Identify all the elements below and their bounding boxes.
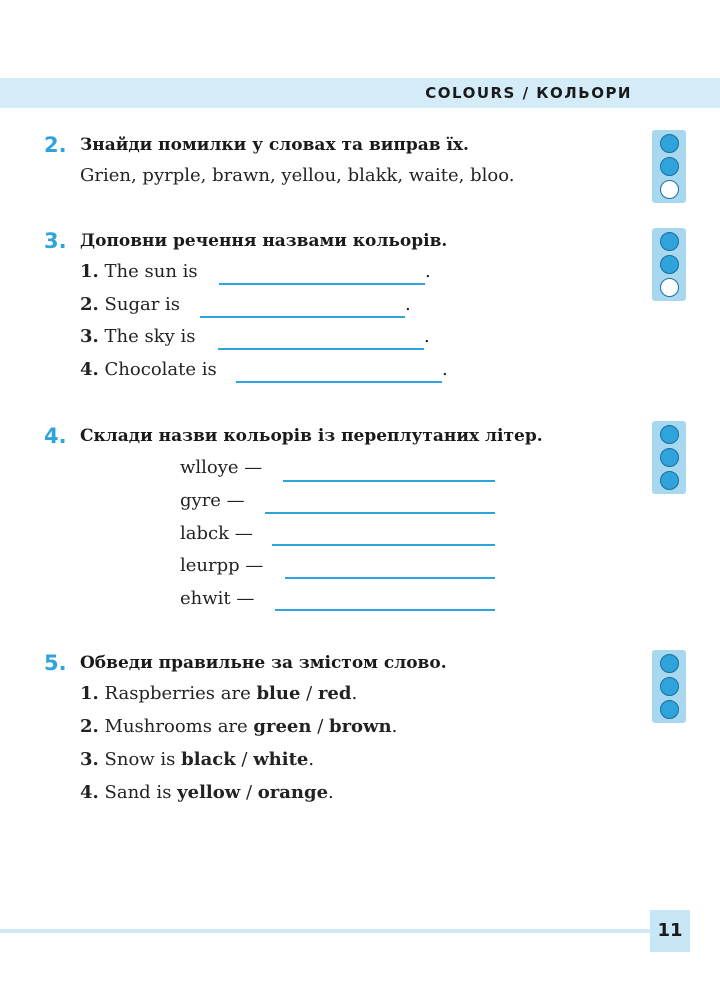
score-dot — [660, 448, 679, 467]
item-text: The sun is — [104, 261, 198, 282]
item-end: . — [391, 716, 398, 737]
option-b[interactable]: white — [253, 749, 309, 770]
separator: / — [311, 716, 329, 737]
list-item — [80, 261, 198, 282]
item-end: . — [424, 326, 430, 347]
item-end: . — [405, 294, 411, 315]
item-number: 4. — [80, 359, 99, 380]
score-dot — [660, 180, 679, 199]
scrambled-word: ehwit — — [180, 588, 255, 609]
item-text: Snow is — [104, 749, 182, 770]
item-number: 4. — [80, 782, 99, 803]
scrambled-word: leurpp — — [180, 555, 264, 576]
option-b[interactable]: red — [317, 683, 352, 704]
task-number: 2. — [44, 133, 67, 157]
option-a[interactable]: blue — [256, 683, 301, 704]
option-b[interactable]: brown — [328, 716, 392, 737]
list-item — [80, 326, 196, 347]
item-number: 3. — [80, 326, 99, 347]
scrambled-word: labck — — [180, 523, 253, 544]
item-text: Raspberries are — [104, 683, 257, 704]
item-text: Sand is — [104, 782, 178, 803]
scrambled-word: gyre — — [180, 490, 245, 511]
score-indicator-5 — [652, 650, 686, 723]
answer-line[interactable] — [236, 381, 442, 383]
answer-line[interactable] — [218, 348, 424, 350]
answer-line[interactable] — [275, 609, 495, 611]
score-dot — [660, 677, 679, 696]
task-instruction: Обведи правильне за змістом слово. — [80, 653, 447, 673]
option-a[interactable]: yellow — [177, 782, 241, 803]
task-instruction: Знайди помилки у словах та виправ їх. — [80, 135, 469, 155]
item-number: 2. — [80, 294, 99, 315]
item-end: . — [328, 782, 334, 803]
item-number: 1. — [80, 261, 99, 282]
score-dot — [660, 232, 679, 251]
task-instruction: Доповни речення назвами кольорів. — [80, 231, 448, 251]
list-item — [80, 294, 180, 315]
separator: / — [235, 749, 254, 770]
score-indicator-4 — [652, 421, 686, 494]
item-text: Mushrooms are — [104, 716, 254, 737]
score-dot — [660, 471, 679, 490]
answer-line[interactable] — [200, 316, 405, 318]
task-number: 4. — [44, 424, 67, 448]
answer-line[interactable] — [285, 577, 495, 579]
footer-band — [0, 929, 650, 933]
page-title: COLOURS / КОЛЬОРИ — [425, 84, 632, 102]
item-number: 1. — [80, 683, 99, 704]
answer-line[interactable] — [265, 512, 495, 514]
list-item — [80, 716, 397, 737]
item-end: . — [308, 749, 315, 770]
option-a[interactable]: black — [181, 749, 236, 770]
separator: / — [240, 782, 258, 803]
task-instruction: Склади назви кольорів із переплутаних літер. — [80, 426, 543, 446]
item-text: Sugar is — [104, 294, 181, 315]
score-indicator-3 — [652, 228, 686, 301]
item-text: The sky is — [104, 326, 196, 347]
separator: / — [300, 683, 318, 704]
item-text: Chocolate is — [104, 359, 217, 380]
score-dot — [660, 278, 679, 297]
answer-line[interactable] — [283, 480, 495, 482]
list-item — [80, 782, 334, 803]
score-indicator-2 — [652, 130, 686, 203]
score-dot — [660, 134, 679, 153]
score-dot — [660, 425, 679, 444]
option-a[interactable]: green — [253, 716, 312, 737]
task-number: 3. — [44, 229, 67, 253]
page-number: 11 — [650, 910, 690, 952]
score-dot — [660, 255, 679, 274]
score-dot — [660, 700, 679, 719]
list-item — [80, 749, 314, 770]
item-end: . — [351, 683, 358, 704]
list-item — [80, 683, 357, 704]
answer-line[interactable] — [272, 544, 495, 546]
option-b[interactable]: orange — [257, 782, 329, 803]
score-dot — [660, 157, 679, 176]
item-number: 3. — [80, 749, 99, 770]
answer-line[interactable] — [219, 283, 425, 285]
score-dot — [660, 654, 679, 673]
item-end: . — [425, 261, 431, 282]
item-end: . — [442, 359, 448, 380]
misspelled-words: Grien, pyrple, brawn, yellou, blakk, waite, bloo. — [80, 165, 515, 186]
scrambled-word: wlloye — — [180, 457, 263, 478]
item-number: 2. — [80, 716, 99, 737]
list-item — [80, 359, 217, 380]
task-number: 5. — [44, 651, 67, 675]
